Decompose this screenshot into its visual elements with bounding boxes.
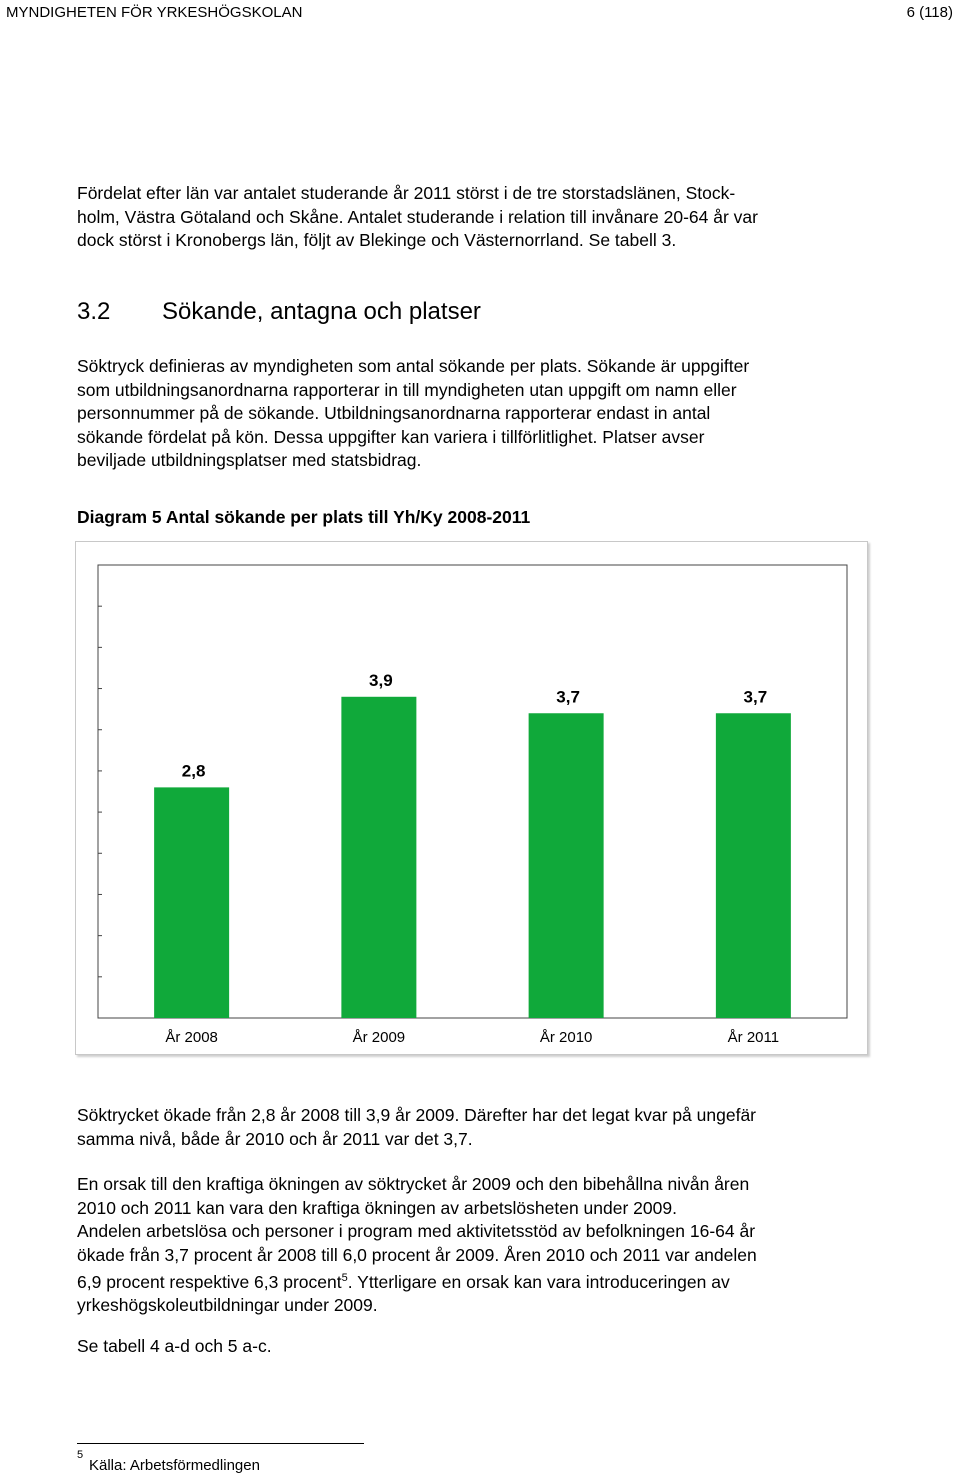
definition-line: som utbildningsanordnarna rapporterar in till myndigheten utan uppgift om namn eller bbox=[77, 379, 737, 400]
definition-line: Söktryck definieras av myndigheten som antal sökande per plats. Sökande är uppgifter bbox=[77, 356, 750, 376]
after-chart-paragraph bbox=[77, 1104, 877, 1151]
reasons-line: Andelen arbetslösa och personer i program med aktivitetsstöd av befolkningen 16-64 år bbox=[77, 1221, 756, 1241]
x-tick-label: År 2008 bbox=[165, 1029, 218, 1046]
bar-data-label: 3,9 bbox=[369, 670, 393, 690]
header-org: MYNDIGHETEN FÖR YRKESHÖGSKOLAN bbox=[6, 4, 303, 21]
intro-line: dock störst i Kronobergs län, följt av Blekinge och Västernorrland. Se tabell 3. bbox=[77, 230, 677, 250]
intro-paragraph bbox=[77, 182, 877, 253]
bar bbox=[529, 713, 604, 1018]
bar bbox=[154, 787, 229, 1018]
footnote-text: Källa: Arbetsförmedlingen bbox=[89, 1457, 260, 1474]
x-tick-label: År 2011 bbox=[727, 1029, 780, 1046]
see-tables-text: Se tabell 4 a-d och 5 a-c. bbox=[77, 1336, 272, 1356]
bar-data-label: 3,7 bbox=[556, 687, 580, 707]
footnote-number: 5 bbox=[77, 1449, 84, 1461]
intro-line: holm, Västra Götaland och Skåne. Antalet studerande i relation till invånare 20-64 år var bbox=[77, 206, 758, 227]
footnote-ref[interactable]: 5 bbox=[341, 1272, 348, 1284]
x-tick-label: År 2009 bbox=[352, 1029, 406, 1046]
section-title: Sökande, antagna och platser bbox=[162, 298, 481, 325]
header-page-number: 6 (118) bbox=[906, 4, 953, 21]
bar-data-label: 2,8 bbox=[181, 761, 206, 781]
definition-line: personnummer på de sökande. Utbildningsanordnarna rapporterar endast in antal bbox=[77, 403, 711, 423]
chart-frame bbox=[75, 541, 868, 1055]
reasons-line: yrkeshögskoleutbildningar under 2009. bbox=[77, 1295, 378, 1316]
x-tick-label: År 2010 bbox=[539, 1029, 593, 1046]
after-chart-line: Söktrycket ökade från 2,8 år 2008 till 3,9 år 2009. Därefter har det legat kvar på ungefär bbox=[77, 1105, 757, 1125]
reasons-line: ökade från 3,7 procent år 2008 till 6,0 procent år 2009. Åren 2010 och 2011 var andelen bbox=[77, 1244, 757, 1265]
definition-line: beviljade utbildningsplatser med statsbidrag. bbox=[77, 450, 422, 470]
bar-data-label: 3,7 bbox=[743, 687, 768, 707]
bar bbox=[341, 697, 416, 1018]
reasons-line bbox=[77, 1267, 877, 1294]
reasons-paragraph bbox=[77, 1173, 877, 1318]
after-chart-line: samma nivå, både år 2010 och år 2011 var det 3,7. bbox=[77, 1128, 473, 1149]
definition-line: sökande fördelat på kön. Dessa uppgifter kan variera i tillförlitlighet. Platser avser bbox=[77, 426, 705, 447]
footnote-divider bbox=[77, 1443, 364, 1444]
reasons-line: 2010 och 2011 kan vara den kraftiga ökningen av arbetslösheten under 2009. bbox=[77, 1197, 677, 1218]
bar-chart bbox=[76, 542, 867, 1054]
reasons-line: En orsak till den kraftiga ökningen av söktrycket år 2009 och den bibehållna nivån åren bbox=[77, 1174, 750, 1194]
reasons-text: . Ytterligare en orsak kan vara introduceringen av bbox=[347, 1271, 730, 1292]
section-number: 3.2 bbox=[77, 298, 111, 325]
intro-line: Fördelat efter län var antalet studerande år 2011 störst i de tre storstadslänen, Stock- bbox=[77, 183, 736, 203]
diagram-caption: Diagram 5 Antal sökande per plats till Yh/Ky 2008-2011 bbox=[77, 507, 531, 527]
bar bbox=[716, 713, 791, 1018]
reasons-text: 6,9 procent respektive 6,3 procent bbox=[77, 1271, 342, 1292]
definition-paragraph bbox=[77, 355, 877, 473]
